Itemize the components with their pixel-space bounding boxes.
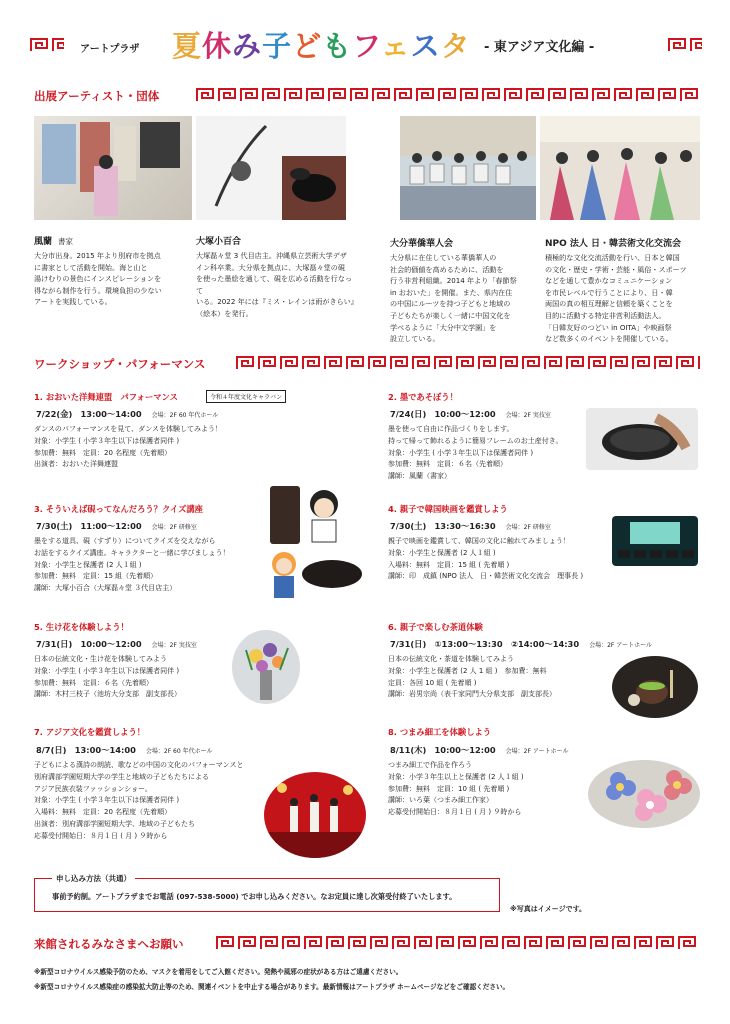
workshop-7-body: 子どもによる漢詩の朗読、歌などの中国の文化のパフォーマンスと 別府溝部学園短期大学の学生と地域の子どもたちによる アジア民族衣装ファッションショー。 対象：小学生 ( 小学３年生以下は保護者同伴 ) 入場料：無料 定員：20 名程度（先着順） 出演者：別府溝部学園短期大学、地域の子どもたち 応募受付開始日：８月１日 ( 月 ) ９時から	[34, 761, 244, 840]
title-char: み	[232, 29, 263, 63]
artist-desc-kakyo: 大分県に在住している華僑華人の 社会的価値を高めるために、活動を 行う非営利組織。2014 年より「春節祭 in おおいた」を開催。また、県内在住 の中国にルーツを持つ子どもと地域の 子どもたちが楽しく一緒に中国文化を 学べるように「大分中文学園」を 設立している。	[390, 253, 517, 344]
workshop-7-title: 7. アジア文化を鑑賞しよう！	[34, 727, 146, 737]
workshop-5-time: 7/31(日) 10:00～12:00 会場：2F 実技室	[36, 639, 197, 649]
event-title	[172, 24, 471, 65]
artist-photo-furan	[34, 116, 192, 220]
artist-name-nikkan: NPO 法人 日・韓芸術文化交流会	[545, 239, 682, 249]
workshop-3-character-illustration	[262, 482, 366, 602]
workshop-4-photo	[612, 516, 698, 566]
request-line-1: ※新型コロナウイルス感染予防のため、マスクを着用をしてご入館ください。発熱や風邪の症状がある方はご遠慮ください。	[34, 968, 403, 976]
application-label: 申し込み方法（共通）	[52, 873, 135, 884]
workshop-5-photo	[232, 630, 300, 704]
artist-photo-otsuka	[196, 116, 346, 220]
workshop-3-body: 墨をする道具、硯（すずり）についてクイズを交えながら お話をするクイズ講座。キャラクターと一緒に学びましょう！ 対象：小学生と保護者 (2 人１組 ) 参加費：無料 定員：15 組（先着順） 講師：大塚小百合（大塚磊々堂 ３代目店主）	[34, 537, 230, 593]
workshop-3-time: 7/30(土) 11:00～12:00 会場：2F 研修室	[36, 521, 197, 531]
workshop-1-badge: 令和４年度文化キャラバン	[206, 390, 286, 403]
artist-desc-furan: 大分市出身。2015 年より別府市を拠点 に書家として活動を開始。海と山と 湯けむりの景色にインスピレーションを 得ながら制作を行う。環境負担の少ない アートを実践している。	[34, 251, 162, 307]
workshop-8-time: 8/11(木) 10:00～12:00 会場：2F アートホール	[390, 745, 569, 755]
title-char: ス	[410, 29, 441, 63]
workshop-6-photo	[612, 656, 698, 718]
workshop-6-time: 7/31(日) ①13:00～13:30 ②14:00～14:30 会場：2F アートホール	[390, 639, 652, 649]
workshop-8-photo	[588, 760, 700, 828]
artists-section-title: 出展アーティスト・団体	[34, 89, 160, 103]
workshop-1-body: ダンスのパフォーマンスを見て、ダンスを体験してみよう！ 対象：小学生 ( 小学３年生以下は保護者同伴 ) 参加費：無料 定員：20 名程度（先着順） 出演者：おおいた洋舞連盟	[34, 425, 223, 469]
artist-desc-otsuka: 大塚磊々堂 3 代目店主。沖縄県立芸術大学デザ イン科卒業。大分県を拠点に、大塚磊々堂の硯 を使った墨絵を通して、硯を広める活動を行なって いる。2022 年には『ミス・レインは雨がきらい』 （絵本）を発行。	[196, 251, 358, 318]
workshop-8-body: つまみ細工で作品を作ろう 対象：小学３年生以上と保護者 (2 人１組 ) 参加費：無料 定員：10 組 ( 先着順 ) 講師：いろ葉（つまみ細工作家） 応募受付開始日：８月１日 ( 月 ) ９時から	[388, 761, 524, 817]
workshop-4-title: 4. 親子で韓国映画を鑑賞しよう	[388, 504, 508, 514]
title-char: タ	[440, 29, 471, 63]
artist-name-kakyo: 大分華僑華人会	[390, 239, 454, 249]
workshop-4-body: 親子で映画を鑑賞して、韓国の文化に触れてみましょう！ 対象：小学生と保護者 (2 人１組 ) 入場料：無料 定員：15 組 ( 先着順 ) 講師：印 成鎮 (NPO 法人 日・韓芸術文化交流会 理事長 )	[388, 537, 584, 581]
workshop-6-body: 日本の伝統文化・茶道を体験してみよう 対象：小学生と保護者 (2 人 1 組 ) 参加費：無料 定員：各回 10 組 ( 先着順 ) 講師：岩男宗尚（表千家同門大分県支部 副支部長）	[388, 655, 556, 699]
title-char: 夏	[172, 29, 203, 63]
artist-name-otsuka: 大塚小百合	[196, 237, 242, 247]
artist-photo-nikkan	[540, 116, 700, 220]
title-char: 休	[202, 29, 233, 63]
workshop-1-title: 1. おおいた洋舞連盟 パフォーマンス	[34, 392, 178, 402]
workshops-section-title: ワークショップ・パフォーマンス	[34, 357, 206, 371]
artists-section-border	[196, 88, 700, 102]
title-char: ェ	[380, 29, 411, 63]
workshop-5-body: 日本の伝統文化・生け花を体験してみよう 対象：小学生 ( 小学３年生以下は保護者同伴 ) 参加費：無料 定員：６名（先着順） 講師：木村三枝子（池坊大分支部 副支部長）	[34, 655, 181, 699]
workshop-4-time: 7/30(土) 13:30～16:30 会場：2F 研修室	[390, 521, 551, 531]
workshops-section-border	[236, 356, 700, 370]
workshop-2-title: 2. 墨であそぼう！	[388, 392, 458, 402]
request-line-2: ※新型コロナウイルス感染症の感染拡大防止等のため、関連イベントを中止する場合があります。最新情報はアートプラザ ホームページなどをご確認ください。	[34, 983, 510, 991]
workshop-2-time: 7/24(日) 10:00～12:00 会場：2F 実技室	[390, 409, 551, 419]
workshop-5-title: 5. 生け花を体験しよう！	[34, 622, 129, 632]
title-char: 子	[262, 29, 293, 63]
event-subtitle: - 東アジア文化編 -	[484, 40, 595, 55]
workshop-8-title: 8. つまみ細工を体験しよう	[388, 727, 492, 737]
workshop-7-time: 8/7(日) 13:00～14:00 会場：2F 60 年代ホール	[36, 745, 213, 755]
workshop-6-title: 6. 親子で楽しむ茶道体験	[388, 622, 483, 632]
workshop-2-body: 墨を使って自由に作品づくりをします。 持って帰って飾れるように簡易フレームのお土産付き。 対象：小学生 ( 小学３年生以下は保護者同伴 ) 参加費：無料 定員：６名（先着順） 講師：風蘭（書家）	[388, 425, 563, 481]
workshop-7-photo	[264, 772, 366, 858]
title-char: フ	[352, 29, 381, 63]
artist-name-furan: 風蘭 書家	[34, 237, 74, 247]
venue-label: アートプラザ	[80, 44, 140, 55]
title-char: ど	[292, 29, 323, 63]
photo-note: ※写真はイメージです。	[510, 905, 587, 913]
workshop-3-title: 3. そういえば硯ってなんだろう？クイズ講座	[34, 504, 203, 514]
header-border-right	[668, 38, 702, 52]
workshop-2-photo	[586, 408, 698, 470]
artist-desc-nikkan: 積極的な文化交流活動を行い、日本と韓国 の文化・歴史・学術・芸能・風俗・スポーツ などを通して豊かなコミュニケーション を市民レベルで行うことにより、日・韓 両国の真の相互理解と信頼を築くことを 目的に活動する特定非営利活動法人。 「日韓友好のつどい in OITA」や映画祭 など数多くのイベントを開催している。	[545, 253, 687, 344]
application-text: 事前予約制。アートプラザまでお電話 (097-538-5000) でお申し込みください。なお定員に達し次第受付終了いたします。	[52, 892, 457, 901]
workshop-1-time: 7/22(金) 13:00～14:00 会場：2F 60 年代ホール	[36, 409, 219, 419]
title-char: も	[322, 29, 353, 63]
header-border-left	[30, 38, 64, 52]
requests-section-title: 来館されるみなさまへお願い	[34, 937, 184, 951]
artist-photo-kakyo	[400, 116, 536, 220]
requests-section-border	[216, 936, 700, 950]
